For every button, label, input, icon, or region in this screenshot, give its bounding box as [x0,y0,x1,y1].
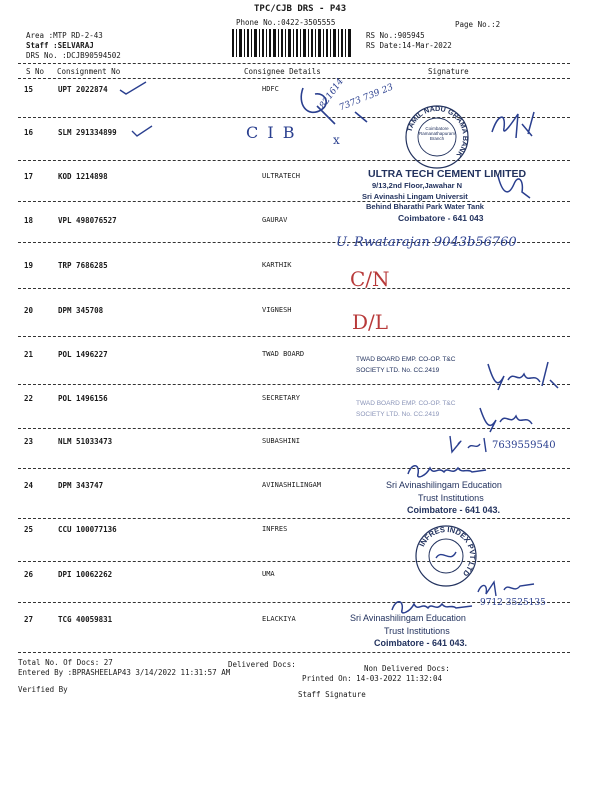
row-sno: 27 [24,615,34,624]
avinash-stamp-2-line3: Coimbatore - 641 043. [374,638,468,648]
handwritten-signature-17 [494,170,534,202]
twad-stamp-1-line1: TWAD BOARD EMP. CO-OP. T&C [356,356,456,363]
row-consignee: TWAD BOARD [262,350,305,358]
row-consignee: VIGNESH [262,306,292,314]
handwritten-signature-26 [474,578,536,600]
avinash-stamp-1-line2: Trust Institutions [418,493,484,503]
row-consignment: POL 1496227 [58,350,108,359]
handwritten-dl: D/L [352,310,389,334]
delivered-docs: Delivered Docs: [228,660,296,669]
handwritten-x: x [333,133,340,147]
row-consignee: SUBASHINI [262,437,300,445]
row-consignment: TCG 40059831 [58,615,113,624]
row-consignment: KOD 1214898 [58,172,108,181]
row-consignee: GAURAV [262,216,288,224]
row-consignee: ELACKIYA [262,615,296,623]
handwritten-signature-16 [488,108,538,142]
handwritten-cib: C I B [246,123,297,142]
handwritten-phone-27: 9712 3525135 [480,598,546,608]
row-consignment: CCU 100077136 [58,525,117,534]
row-consignment: UPT 2022874 [58,85,108,94]
row-consignee: SECRETARY [262,394,300,402]
ultratech-stamp-line3: Sri Avinashi Lingam Universit [362,192,468,201]
svg-text:INFRES INDEX PVT LTD [417,525,477,579]
avinash-stamp-2-line1: Sri Avinashilingam Education [350,613,466,623]
handwritten-code-15: 821614 [318,76,346,111]
header-divider [18,78,570,79]
drs-number: DRS No. :DCJB90594502 [26,51,121,60]
row-sno: 16 [24,128,34,137]
twad-stamp-2-line2: SOCIETY LTD. No. CC.2419 [356,411,440,418]
ultratech-stamp-line4: Behind Bharathi Park Water Tank [366,202,484,211]
handwritten-cn: C/N [350,267,390,291]
row-sno: 17 [24,172,34,181]
avinash-stamp-1-line1: Sri Avinashilingam Education [386,480,502,490]
row-sno: 20 [24,306,34,315]
row-sno: 19 [24,261,34,270]
ultratech-stamp-line2: 9/13,2nd Floor,Jawahar N [372,181,463,190]
row-divider [18,518,570,519]
row-sno: 21 [24,350,34,359]
handwritten-signature-23 [446,432,492,456]
barcode [232,29,352,57]
header-divider [18,63,570,64]
col-signature: Signature [428,67,469,76]
row-sno: 22 [24,394,34,403]
avinash-stamp-2-line2: Trust Institutions [384,626,450,636]
row-divider [18,160,570,161]
rs-number: RS No.:905945 [366,31,425,40]
infres-stamp-ring-text: INFRES INDEX PVT LTD [417,524,478,579]
printed-on: Printed On: 14-03-2022 11:32:04 [302,674,442,683]
ultratech-stamp-line1: ULTRA TECH CEMENT LIMITED [368,168,527,180]
row-divider [18,561,570,562]
non-delivered-docs: Non Delivered Docs: [364,664,450,673]
row-consignment: TRP 7686285 [58,261,108,270]
row-sno: 18 [24,216,34,225]
bank-stamp-center: Coimbatore Ramanathapuram Branch [418,126,456,141]
twad-stamp-2-line1: TWAD BOARD EMP. CO-OP. T&C [356,400,456,407]
row-sno: 24 [24,481,34,490]
tick-mark-15 [118,80,148,96]
row-consignee: INFRES [262,525,288,533]
row-consignment: NLM 51033473 [58,437,113,446]
row-sno: 15 [24,85,34,94]
handwritten-gaurav-line: U. Rwatarajan 9043b56760 [336,235,517,250]
row-divider [18,201,570,202]
handwritten-signature-21 [484,360,564,392]
handwritten-signature-22 [476,404,540,434]
twad-stamp-1-line2: SOCIETY LTD. No. CC.2419 [356,367,440,374]
staff-label: Staff :SELVARAJ [26,41,94,50]
total-docs: Total No. Of Docs: 27 [18,658,113,667]
tick-mark-16 [130,124,154,138]
row-consignee: KARTHIK [262,261,292,269]
row-consignee: AVINASHILINGAM [262,481,322,489]
col-consignee: Consignee Details [244,67,321,76]
handwritten-signature-24 [406,458,490,482]
handwritten-phone-23: 7639559540 [492,440,556,451]
area-label: Area :MTP RD-2-43 [26,31,103,40]
row-consignee: HDFC [262,85,279,93]
rs-date: RS Date:14-Mar-2022 [366,41,452,50]
report-title: TPC/CJB DRS - P43 [254,4,347,14]
row-divider [18,336,570,337]
infres-round-stamp [414,524,478,588]
bank-stamp-ring-text: TAMIL NADU GRAMA BANK [404,104,470,160]
row-divider [18,652,570,653]
row-sno: 25 [24,525,34,534]
row-sno: 23 [24,437,34,446]
col-sno: S No [26,67,45,76]
row-consignment: POL 1496156 [58,394,108,403]
col-consignment: Consignment No [57,67,121,76]
row-sno: 26 [24,570,34,579]
row-consignee: UMA [262,570,275,578]
row-consignment: VPL 498076527 [58,216,117,225]
phone-number: Phone No.:0422-3505555 [236,18,336,27]
row-consignment: DPM 345708 [58,306,104,315]
row-consignee: ULTRATECH [262,172,300,180]
row-consignment: SLM 291334899 [58,128,117,137]
page-number: Page No.:2 [455,20,501,29]
handwritten-phone-15: 7373 739 23 [338,82,395,114]
verified-by: Verified By [18,685,68,694]
row-divider [18,288,570,289]
ultratech-stamp-line5: Coimbatore - 641 043 [398,213,484,223]
avinash-stamp-1-line3: Coimbatore - 641 043. [407,505,501,515]
entered-by: Entered By :BPRASHEELAP43 3/14/2022 11:31:57 AM [18,668,231,677]
staff-signature: Staff Signature [298,690,366,699]
row-consignment: DPI 10062262 [58,570,113,579]
row-consignment: DPM 343747 [58,481,104,490]
